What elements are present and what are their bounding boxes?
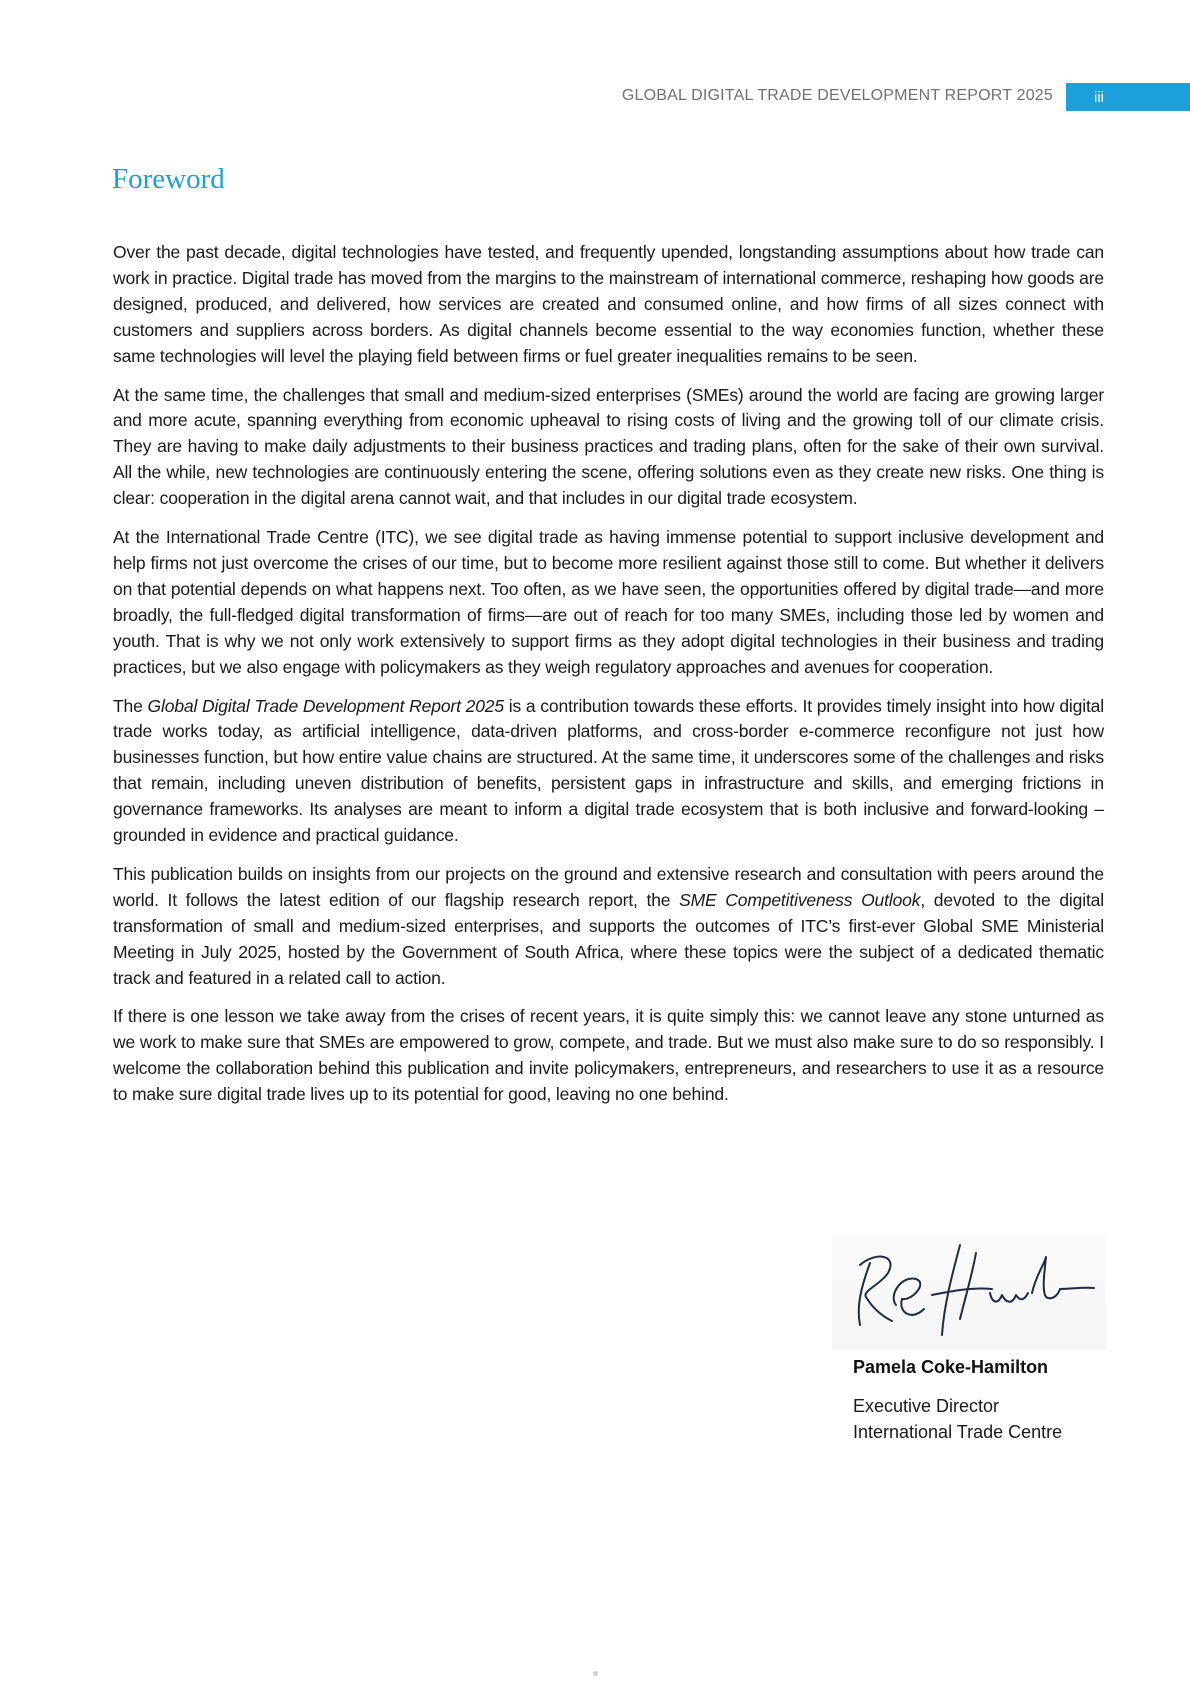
signature-image: [832, 1235, 1106, 1350]
footer-dot: [593, 1671, 598, 1676]
paragraph-5-rest: , devoted to the digital transformation of small and medium-sized enterprises, and supports the outcomes of ITC’s first-ever Global SME Ministerial Meeting in July 2025, hosted by the Government of South Africa, where these topics were the subject of a dedicated thematic track and featured in a related call to action.: [113, 889, 1104, 988]
paragraph-6: If there is one lesson we take away from the crises of recent years, it is quite simply this: we cannot leave any stone unturned as we work to make sure that SMEs are empowered to grow, compete, and trade. But we must also make sure to do so responsibly. I welcome the collaboration behind this publication and invite policymakers, entrepreneurs, and researchers to use it as a resource to make sure digital trade lives up to its potential for good, leaving no one behind.: [113, 1006, 1104, 1105]
outlook-title: SME Competitiveness Outlook: [679, 889, 921, 910]
page-title: Foreword: [112, 163, 225, 195]
page-number-tab: [1066, 83, 1190, 111]
paragraph-3: At the International Trade Centre (ITC), we see digital trade as having immense potential to support inclusive development and help firms not just overcome the crises of our time, but to become more resilient against those still to come. But whether it delivers on that potential depends on what happens next. Too often, as we have seen, the opportunities offered by digital trade—and more broadly, the full-fledged digital transformation of firms—are out of reach for too many SMEs, including those led by women and youth. That is why we not only work extensively to support firms as they adopt digital technologies in their business and trading practices, but we also engage with policymakers as they weigh regulatory approaches and avenues for cooperation.: [113, 527, 1104, 677]
signer-organization: International Trade Centre: [853, 1422, 1063, 1442]
paragraph-2: At the same time, the challenges that small and medium-sized enterprises (SMEs) around the world are facing are growing larger and more acute, spanning everything from economic upheaval to rising costs of living and the growing toll of our climate crisis. They are having to make daily adjustments to their business practices and trading plans, often for the sake of their own survival. All the while, new technologies are continuously entering the scene, offering solutions even as they create new risks. One thing is clear: cooperation in the digital arena cannot wait, and that includes in our digital trade ecosystem.: [113, 384, 1104, 509]
running-header: [0, 83, 1190, 111]
report-title: Global Digital Trade Development Report 2025: [147, 695, 504, 716]
running-title: GLOBAL DIGITAL TRADE DEVELOPMENT REPORT 2025: [621, 87, 1053, 104]
page-number: iii: [1094, 88, 1104, 106]
foreword-body: [113, 240, 1104, 1121]
paragraph-4-lead: The: [113, 695, 148, 716]
paragraph-4: [113, 694, 1104, 849]
signer-role: Executive Director: [853, 1396, 1000, 1416]
paragraph-5: [113, 862, 1104, 992]
signature-graphic: [832, 1235, 1106, 1350]
signer-name: Pamela Coke-Hamilton: [853, 1357, 1049, 1377]
paragraph-1: Over the past decade, digital technologies have tested, and frequently upended, longstanding assumptions about how trade can work in practice. Digital trade has moved from the margins to the mainstream of international commerce, reshaping how goods are designed, produced, and delivered, how services are created and consumed online, and how firms of all sizes connect with customers and suppliers across borders. As digital channels become essential to the way economies function, whether these same technologies will level the playing field between firms or fuel greater inequalities remains to be seen.: [113, 242, 1104, 366]
paragraph-5-lead: This publication builds on insights from our projects on the ground and extensive research and consultation with peers around the world. It follows the latest edition of our flagship research report, the: [113, 863, 1104, 910]
paragraph-4-rest: is a contribution towards these efforts. It provides timely insight into how digital trade works today, as artificial intelligence, data-driven platforms, and cross-border e-commerce reconfigure not just how businesses function, but how entire value chains are structured. At the same time, it underscores some of the challenges and risks that remain, including uneven distribution of benefits, persistent gaps in infrastructure and skills, and emerging frictions in governance frameworks. Its analyses are meant to inform a digital trade ecosystem that is both inclusive and forward-looking – grounded in evidence and practical guidance.: [113, 695, 1105, 846]
